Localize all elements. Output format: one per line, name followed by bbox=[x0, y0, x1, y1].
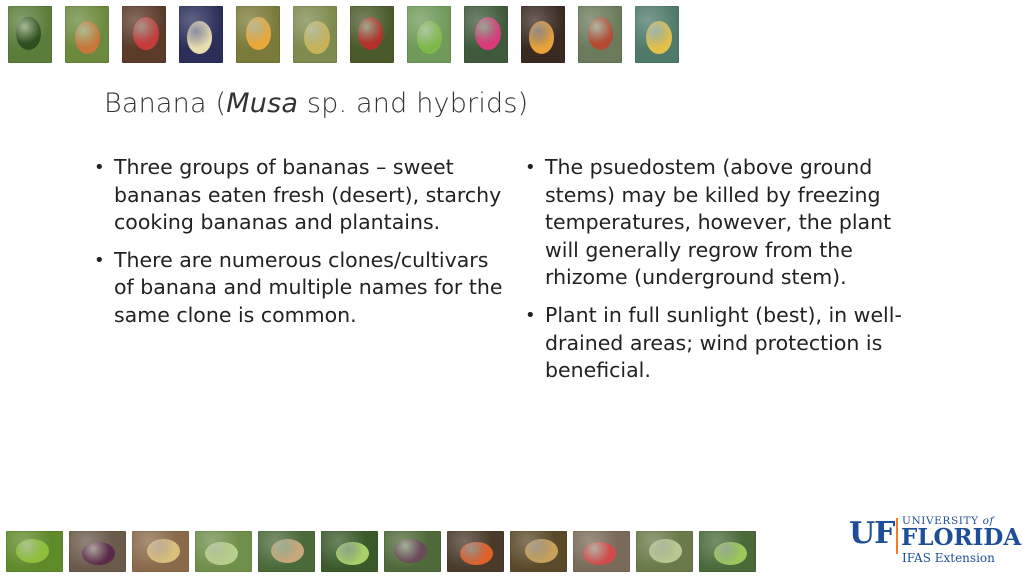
bullet-item: • Plant in full sunlight (best), in well-drained areas; wind protection is beneficial. bbox=[525, 302, 902, 383]
bullet-item: • The psuedostem (above ground stems) may be killed by freezing temperatures, however, the plant will generally regrow from the rhizome (underground stem). bbox=[525, 155, 892, 290]
fruit-shape bbox=[187, 21, 213, 54]
fruit-shape bbox=[82, 542, 115, 566]
guava-hand-photo bbox=[132, 531, 189, 572]
bullet-marker: • bbox=[525, 157, 536, 178]
longan-photo bbox=[258, 531, 315, 572]
fruit-shape bbox=[358, 17, 384, 50]
fruit-shape bbox=[588, 17, 614, 50]
bullet-marker: • bbox=[94, 249, 105, 271]
fruit-shape bbox=[475, 17, 501, 50]
carambola-photo bbox=[236, 6, 280, 63]
papaya-tree-photo bbox=[407, 6, 451, 63]
fruit-shape bbox=[16, 17, 42, 50]
fruit-shape bbox=[133, 17, 159, 50]
papaya-cut-photo bbox=[447, 531, 504, 572]
fruit-shape bbox=[147, 539, 180, 563]
banana-bunch-photo bbox=[179, 6, 223, 63]
bottom-photo-strip bbox=[6, 531, 756, 572]
logo-florida-text: FLORIDA bbox=[901, 524, 1022, 551]
lime-photo bbox=[699, 531, 756, 572]
right-bullet-column bbox=[525, 154, 920, 395]
uf-ifas-logo bbox=[849, 514, 1022, 570]
slide-title: Banana (Musa sp. and hybrids) bbox=[104, 88, 529, 119]
sapote-photo bbox=[578, 6, 622, 63]
calamondin-photo bbox=[321, 531, 378, 572]
acerola-photo bbox=[350, 6, 394, 63]
sugar-apple-photo bbox=[195, 531, 252, 572]
uf-monogram: UF bbox=[849, 516, 895, 551]
fruit-shape bbox=[525, 539, 558, 563]
fruit-shape bbox=[16, 539, 49, 563]
green-banana-photo bbox=[6, 531, 63, 572]
fruit-shape bbox=[583, 542, 616, 566]
tamarind-photo bbox=[510, 531, 567, 572]
logo-university-text: UNIVERSITY of bbox=[902, 515, 994, 527]
bullet-item: • Three groups of bananas – sweet bananas eaten fresh (desert), starchy cooking bananas and plantains. bbox=[94, 155, 502, 235]
star-apple-photo bbox=[384, 531, 441, 572]
dragon-fruit-photo bbox=[464, 6, 508, 63]
fruit-shape bbox=[304, 21, 330, 54]
bullet-item: • There are numerous clones/cultivars of banana and multiple names for the same clone is common. bbox=[94, 247, 503, 327]
avocado-photo bbox=[8, 6, 52, 63]
fruit-shape bbox=[646, 21, 672, 54]
fruit-shape bbox=[336, 542, 369, 566]
top-photo-strip bbox=[8, 6, 679, 63]
atemoya-photo bbox=[636, 531, 693, 572]
left-bullet-column bbox=[94, 154, 504, 340]
canistel-photo bbox=[521, 6, 565, 63]
fruit-shape bbox=[649, 539, 682, 563]
fruit-shape bbox=[75, 21, 101, 54]
mango-hand-photo bbox=[573, 531, 630, 572]
fruit-shape bbox=[205, 542, 238, 566]
mangosteen-photo bbox=[69, 531, 126, 572]
logo-ifas-text: IFAS Extension bbox=[902, 551, 995, 565]
lychee-photo bbox=[122, 6, 166, 63]
fruit-shape bbox=[394, 539, 427, 563]
fruit-shape bbox=[271, 539, 304, 563]
fruit-shape bbox=[529, 21, 555, 54]
bullet-marker: • bbox=[94, 157, 105, 178]
jackfruit-photo bbox=[293, 6, 337, 63]
fruit-shape bbox=[460, 542, 493, 566]
mango-photo bbox=[65, 6, 109, 63]
logo-divider bbox=[896, 518, 898, 554]
fruit-shape bbox=[714, 542, 747, 566]
bullet-marker: • bbox=[525, 304, 536, 326]
fruit-shape bbox=[246, 17, 272, 50]
title-italic-genus: Musa bbox=[226, 88, 299, 119]
fruit-shape bbox=[417, 21, 443, 54]
pineapple-photo bbox=[635, 6, 679, 63]
